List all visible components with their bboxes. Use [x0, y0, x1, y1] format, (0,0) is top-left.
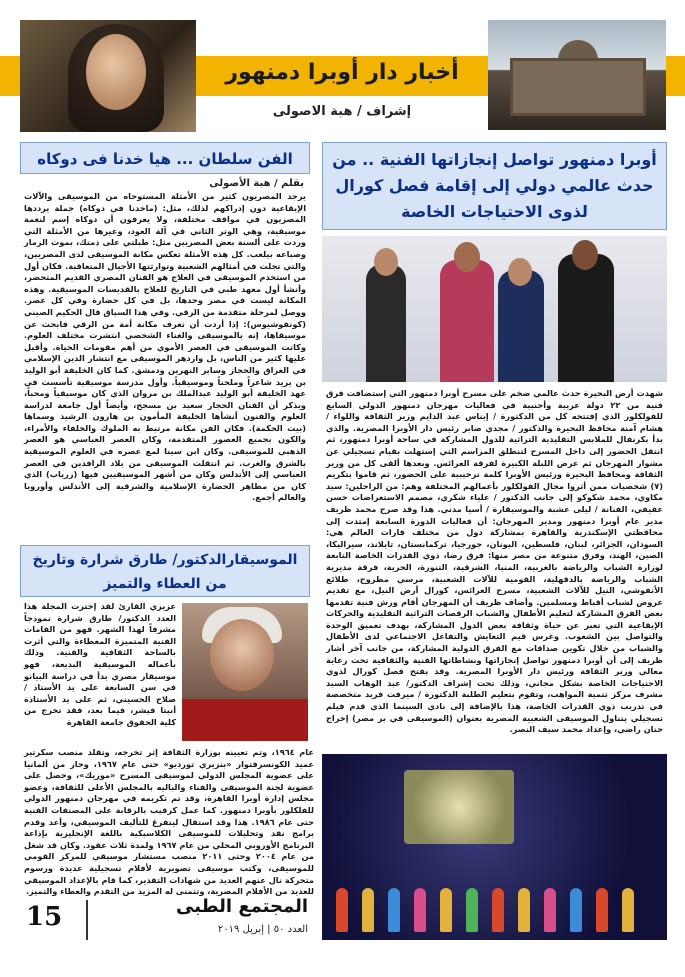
footer-divider	[86, 900, 88, 940]
page-footer	[20, 890, 310, 950]
article-paragraph-top	[24, 601, 176, 731]
header-accent-left	[0, 56, 20, 96]
person-head	[508, 258, 532, 286]
dancer-figure	[596, 888, 608, 932]
portrait-face	[210, 619, 274, 691]
supervisor-face	[86, 34, 146, 110]
header-accent-right	[666, 56, 685, 96]
dancer-figure	[518, 888, 530, 932]
person-figure	[558, 254, 614, 382]
article-paragraph: عام ١٩٦٤، وتم تعيينه بوزارة الثقافة إثر تخرجه، وتقلد منصب سكرتير عميد الكونسرفتوار «بنزيري تورديو» حتى عام ١٩٦٧، وحاز من ألمانيا على عضوية المجلس الدولي لموسيقى المسرح «موزيك»، وحصل على عضوية لجنة الموسيقى والفناء والباليه بالمجلس الأعلى للثقافة، وعضو مجلس إدارة أوبرا القاهرة، وقد تم تكريمه في مهرجان دمنهور الدولي للفلكلور بأوبرا دمنهور. كما عمل كرقيب بالرقابة على المصنفات الفنية حتى عام ١٩٨٦. هذا وقد استقال ليتفرغ للتأليف الموسيقي، وأعد وقدم برامج نقد وتحليلات للموسيقى الكلاسيكية باللغة الإنجليزية بإذاعة البرنامج الأوروبي المحلي من عام ١٩٦٧ ولمدة ثلاث عقود. وكان قد شغل من عام ٢٠٠٤ وحتى ٢٠١١ منصب مستشار موسيقي للمركز القومي للموسيقى، وكتب موسيقى تصويرية لأفلام تسجيلية عديدة ورسوم متحركة نال عنهم العديد من شهادات التقدير، كما قام بالإعداد الموسيقي للعديد من الأفلام المصرية، وتتمنى له المزيد من التقدم والعطاء والتميز.	[24, 747, 315, 897]
portrait-coat	[182, 699, 308, 741]
article-paragraph: شهدت أرض البحيرة حدث عالمي ضخم على مسرح أوبرا دمنهور التي إستضافت فرق فنية من ٢٢ دولة عربية وأجنبية في فعاليات مهرجان دمنهور الدولي السابع للفولكلور الذي إفتتحه كل من الدكتورة / إيناس عبد الدايم وزير الثقافة واللواء / هشام آمنة محافظ البحيرة والدكتور / مجدي صابر رئيس دار الأوبرا المصرية. والذي بدأ بكرنفال للملابس التقليدية التراثية للدول المشاركة في ساحة أوبرا دمنهور، ثم انتقل الحضور إلى داخل المسرح لتنطلق المراسم التي إستهلت بقيام تسجيلي عن مشوار المهرجان ثم عرض اللبلة الكبيرة لفرقة العرائس. وبعدها ألقى كل من وزير الثقافة ومحافظ البحيرة ورئيس الأوبرا كلمة ترحيبية على الحضور، ثم قاموا بتكريم (٧) شخصيات ممن أثروا مجال الفولكلور بأعمالهم المختلفة وهم: من الراحلين: سيد مكاوي، محمد شكوكو إلى جانب الدكتور / علياء شكري، مصمم الاستعراضات حسن عفيفي، الفنانة / ليلى عشبة والموسيقارة / أسيا مدني. هذا وقد صرح محمد ظريف مدير عام أوبرا دمنهور ومدير المهرجان: أن فعاليات الدورة السابعة إمتدت إلى محافظتي الإسكندرية والقاهرة بمشاركة دول من مختلف قارات العالم هي: السودان، الجزائر، لبنان، فلسطين، اليونان، جورجيا، تركمانستان، تايلاند، سيراليكا، الصين، الهند، وفرق متنوعة من مصر منها: فرق رضا، ذوي القدرات الخاصة التابعة لوزارة الشباب والرياضة بالغربية، المنيا، الشرقية، التنورة، الحرية، فرقة مديرية الشباب والرياضة بالدقهلية، القومية للآلات الشعبية، مرسي مطروح، طلائع الأنفوشي، النيل للآلات الشعبية، مسرح العرائس، كورال أرض النيل، مع تقديم عروض لشباب أقباط ومسلمين. وأضاف ظريف أن المهرجان أقام ورش فنية تقدمها بعض الفرق المشاركة لتعليم الأطفال والشباب الرقصات التراثية التقليدية والحركات الإيقاعية التي تعبر عن حياة وثقافة بعض الدول المشاركة، بهدف تعميق الوحدة والتواصل بين الشعوب. وغرس قيم التعايش والتفاعل الاجتماعي لدى الأطفال والشباب من خلال تكوين صداقات مع الفرق الدولية المشاركة، من جانب آخر أشار ظريف إلى أن أوبرا دمنهور تواصل إنجازاتها ونشاطاتها الفنية والثقافية تحت رعاية معالي وزير الثقافة ورئيس دار الأوبرا المصرية. وقد بفتح فصل كورال لذوي الاحتياجات الخاصة بشكل مجاني، وذلك تحت إشراف الدكتور/ عبد الوهاب السيد مشرف مركز تنمية المواهب، وتقوم بتعليم الطلبة الدكتورة / ميرفت فريد متخصصة في تدريب ذوي القدرات الخاصة، هذا بالإضافة إلى نادي السينما الذي قدم فيلم تسجيلي يتناول الموسيقى الشعبية المصرية بعنوان (الموسيقى في بر مصر) إخراج حنان راضي، وإعداد محمد سيف النصر.	[326, 388, 663, 735]
person-figure	[366, 264, 406, 382]
issue-date: العدد ٥٠ | إبريل ٢٠١٩	[217, 924, 308, 935]
opera-house-photo	[488, 20, 666, 130]
dancer-figure	[336, 888, 348, 932]
dancer-figure	[414, 888, 426, 932]
article-paragraph: عزيزي القارئ لقد إخترت المجلة هذا العدد الدكتور/ طارق شرارة نموذجاً مشرفاً لهذا الشهر. فهو من القامات الفنية المتميزة المعطاءة والتي أثرت بالساحة الثقافية والفنية. وذلك بأعماله الموسيقية البديعة، فهو موسيقار مصري بدأ في دراسة البيانو في سن السابعة على يد الأستاذ / صلاح الحسيني، ثم على يد الأستاذة أنيتا فيشر، فيما بعد، فقد تخرج من كلية الحقوق جامعة القاهرة	[24, 601, 176, 727]
dancer-figure	[492, 888, 504, 932]
right-column	[322, 142, 667, 940]
article-byline-music: بقلم / هبة الأصولى	[209, 178, 304, 189]
article-paragraph: يرجد المصريون كثير من الأمثلة المستوحاه من الموسيقى والآلات الإيقاعية دون إدراكهم لذلك، مثل: (ماخدنا في دوكاه) جملة يرددها المصريون في مواقف مختلفة، ولا يعرفون أن دوكاه إسم لنغمة موسيقية، وهي الوتر الثاني في آلة العود، وغيرها من الأمثلة التي وردت على ألسنة بعض المصريين مثل: طبلتي على ذمتك، بموت الزمار وصباعه بيلعب. كل هذه الأمثلة تعكس مكانة الموسيقى لدى المصريين، والتي تجلت في أمثالهم الشعبية وتوارثتها الأجيال المتعاقبة. فكان أول من استخدم الموسيقى في العلاج هو الفنان المصري القديم المتحضر، وأنشأ أول معهد طبي في التاريخ للعلاج بالقديسات الموسيقية. وهذه المكانة ليست في مصر وحدها، بل في كل حضارة وفي كل عصر. ووصل لمرحلة متقدمة من الرقي. وفي هذا السياق قال الحكيم الصيني (كونفوشيوس): إذا أردت أن تعرف مكانة أمة من الرقي فابحث عن موسيقاها، إنه بالموسيقى والغناء الشخصي انتشرت مختلف العلوم. وكانت الموسيقى في العصر الأموي من أهم مقومات الحياة. وأقبل عليها كثير من الناس، بل وازدهر الموسيقى مع انتشار الدين الإسلامي في العراق والحجاز وساير النهرين ودمشق. كما كان الخليفة أبو الوليد بن يزيد شاعراً وملحناً وموسيقياً. وأول مدرسة موسيقية تأسست في عهد الخليفة أبو الوليد عبدالملك بن مروان الذي كان موسيقياً ومحباً، ويذكر أن الفنان الحجاز سعيد بن مسجح، وأيضاً أول جامعة لدراسة العلوم والفنون أنشأها الخليفة المأمون بن هارون الرشيد وسماها (بيت الحكمة). فكان الفن مكانة مرتبط به الملوك والخلفاء والأمراء، والكون بجميع العصور المتقدمة، وكان العصر العباسي هو العصر الذهبي للموسيقى. وكان ابن سينا لمع عصره في العلوم الموسيقية بالشرق والغرب. ثم انتقلت الموسيقى من بلاد الرافدين في العصر العباسي إلى الأندلس وكان من أشهر الموسيقيين فيها (زرياب) الذي كان من مظاهر الحضارة الإسلامية والشرقية إلى الأندلس وأوروبا والعالم أجمع.	[24, 191, 306, 503]
person-figure	[440, 260, 494, 382]
stage-screen	[404, 770, 514, 844]
award-ceremony-photo	[322, 236, 667, 382]
article-body-opera	[326, 388, 663, 750]
person-head	[454, 242, 480, 272]
magazine-name: المجتمع الطبى	[176, 896, 308, 917]
dancer-figure	[362, 888, 374, 932]
opera-building	[510, 58, 646, 116]
article-body-music	[24, 191, 306, 539]
person-head	[572, 240, 598, 270]
page-number: 15	[26, 902, 63, 932]
person-head	[374, 248, 398, 276]
page-supervisor: إشراف / هبة الاصولى	[272, 104, 412, 119]
person-figure	[498, 270, 544, 382]
supervisor-photo	[20, 20, 196, 132]
article-title-tarek-sharara: الموسيقارالدكتور/ طارق شرارة وتاريخ من العطاء والتميز	[20, 545, 310, 597]
dancer-figure	[466, 888, 478, 932]
dancer-figure	[622, 888, 634, 932]
page-title: أخبار دار أوبرا دمنهور	[225, 60, 459, 85]
dancer-figure	[440, 888, 452, 932]
left-column	[20, 142, 315, 977]
page-header	[0, 0, 685, 130]
article-paragraph-bottom	[24, 747, 314, 900]
dancer-figure	[544, 888, 556, 932]
stage-performance-photo	[322, 754, 667, 940]
dancer-figure	[388, 888, 400, 932]
article-title-opera: أوبرا دمنهور تواصل إنجازاتها الفنية .. من حدث عالمي دولي إلى إقامة فصل كورال لذوى الاحتياجات الخاصة	[322, 142, 667, 230]
dancer-figure	[570, 888, 582, 932]
article-title-music: الفن سلطان ... هيا خدنا فى دوكاه	[20, 142, 310, 174]
tarek-sharara-photo	[182, 603, 308, 741]
